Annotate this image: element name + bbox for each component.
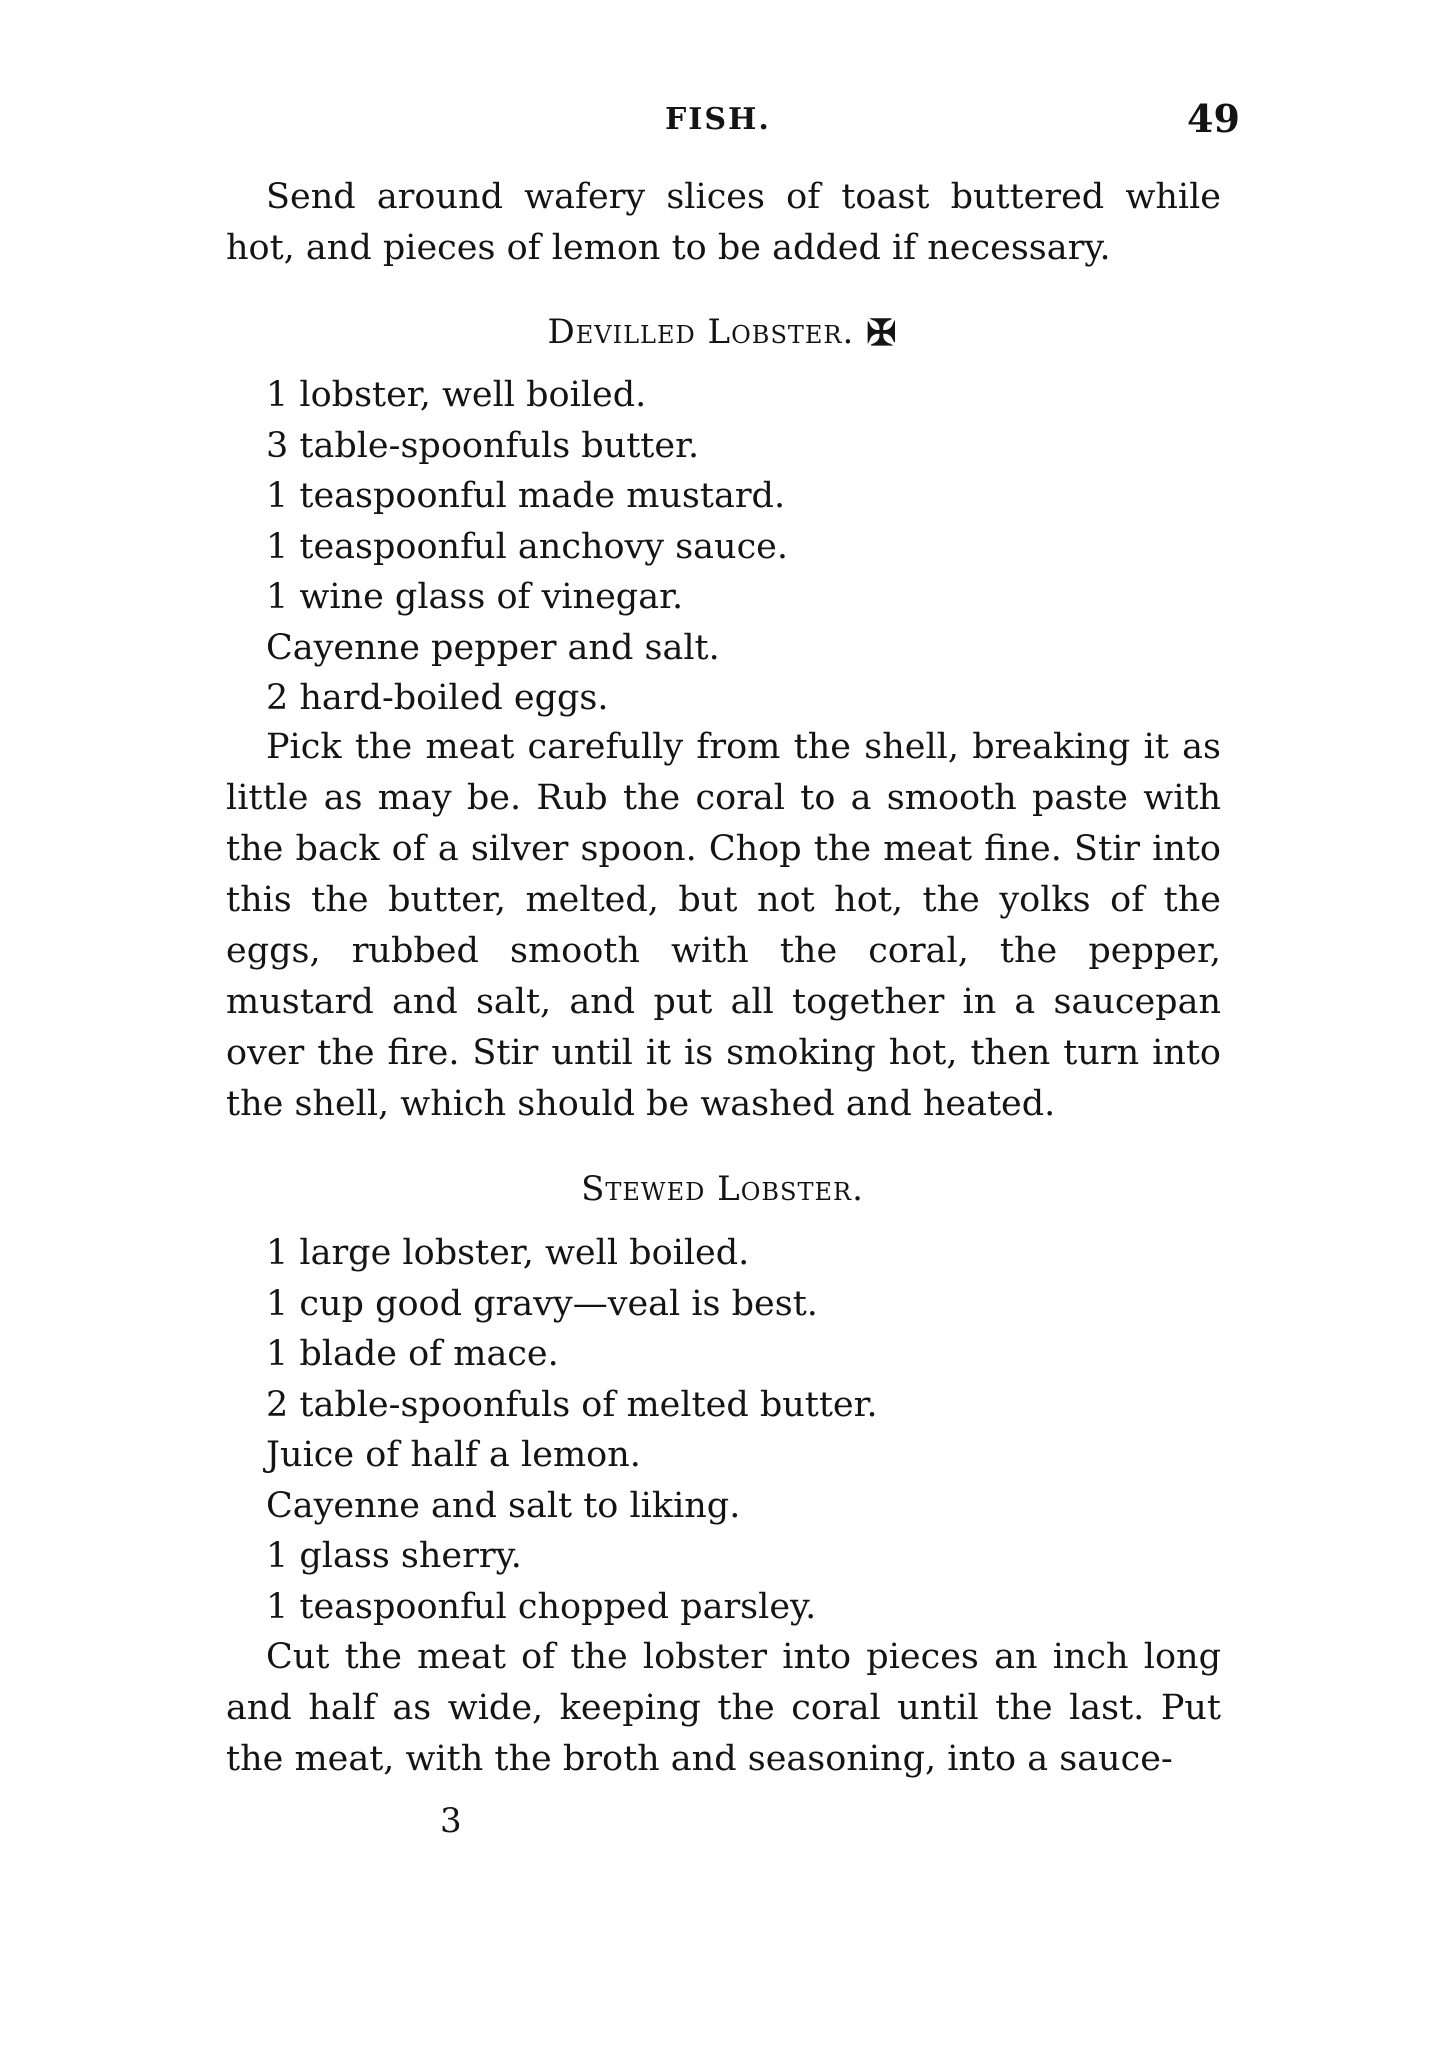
running-title: FISH.: [665, 102, 771, 137]
signature-mark: 3: [440, 1801, 462, 1841]
stewed-lobster-ingredients: [266, 1228, 1221, 1632]
ingredient-item: 1 cup good gravy—veal is best.: [266, 1283, 818, 1324]
ingredient-item: 1 blade of mace.: [266, 1334, 559, 1374]
ingredient-item: Juice of half a lemon.: [266, 1435, 641, 1475]
ingredient-item: 1 lobster, well boiled.: [266, 375, 647, 415]
ingredient-item: 1 large lobster, well boiled.: [266, 1233, 750, 1273]
ingredient-item: 1 teaspoonful made mustard.: [266, 476, 786, 516]
ingredient-item: 1 teaspoonful anchovy sauce.: [266, 526, 789, 567]
ingredient-item: 2 table-spoonfuls of melted butter.: [266, 1384, 878, 1425]
ingredient-item: 2 hard-boiled eggs.: [266, 678, 609, 718]
stewed-lobster-title: Stewed Lobster.: [581, 1169, 864, 1209]
intro-paragraph: Send around wafery slices of toast buttered while hot, and pieces of lemon to be added if necessary.: [226, 177, 1221, 268]
page-number: 49: [1187, 96, 1240, 141]
ingredient-item: 3 table-spoonfuls butter.: [266, 425, 700, 466]
devilled-lobster-heading: [0, 312, 1445, 354]
cross-mark-icon: ✠: [866, 312, 898, 354]
ingredient-item: 1 teaspoonful chopped parsley.: [266, 1586, 817, 1627]
ingredient-item: 1 wine glass of vinegar.: [266, 577, 684, 617]
devilled-lobster-title: Devilled Lobster.: [547, 312, 855, 352]
stewed-lobster-heading: [0, 1169, 1445, 1209]
stewed-lobster-directions: Cut the meat of the lobster into pieces an inch long and half as wide, keeping the coral until the last. Put the meat, with the broth and seasoning, into a sauce-: [226, 1637, 1221, 1779]
ingredient-item: Cayenne pepper and salt.: [266, 627, 720, 668]
devilled-lobster-directions: Pick the meat carefully from the shell, breaking it as little as may be. Rub the coral to a smooth paste with the back of a silver spoon. Chop the meat fine. Stir into this the butter, melted, but not hot, the yolks of the eggs, rubbed smooth with the coral, the pepper, mustard and salt, and put all together in a saucepan over the fire. Stir until it is smoking hot, then turn into the shell, which should be washed and heated.: [226, 727, 1221, 1124]
ingredient-item: Cayenne and salt to liking.: [266, 1485, 741, 1526]
ingredient-item: 1 glass sherry.: [266, 1536, 522, 1576]
running-head: [0, 96, 1445, 142]
devilled-lobster-ingredients: [266, 370, 1221, 724]
